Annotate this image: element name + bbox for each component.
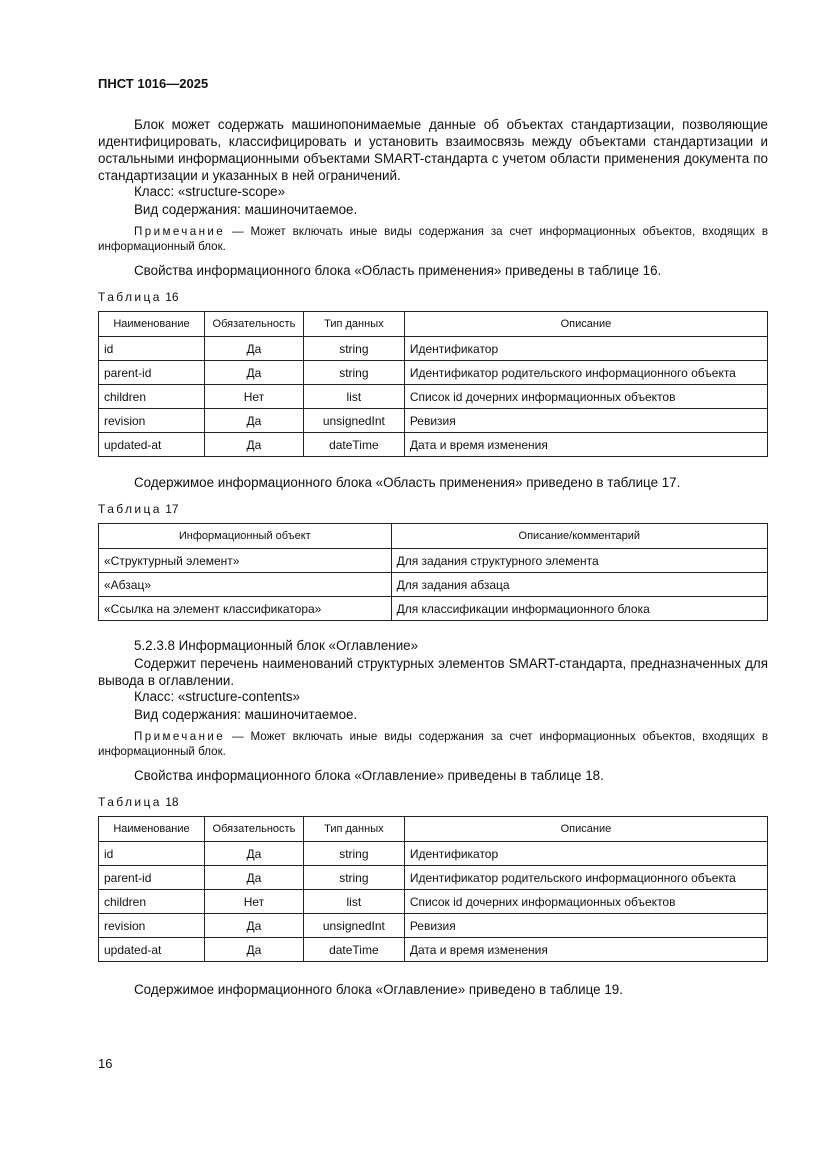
table-row: children Нет list Список id дочерних информационных объектов	[99, 890, 768, 914]
props-reference: Свойства информационного блока «Оглавление» приведены в таблице 18.	[134, 768, 604, 783]
kind-line: Вид содержания: машиночитаемое.	[134, 707, 358, 722]
content-reference-19: Содержимое информационного блока «Оглавление» приведено в таблице 19.	[134, 982, 623, 997]
table-row: children Нет list Список id дочерних информационных объектов	[99, 385, 768, 409]
section-paragraph: Содержит перечень наименований структурных элементов SMART-стандарта, предназначенных для вывода в оглавлении.	[98, 656, 768, 688]
table-row: parent-id Да string Идентификатор родительского информационного объекта	[99, 361, 768, 385]
col-header: Описание	[404, 312, 767, 337]
note-label: Примечание	[134, 730, 226, 743]
section-heading: 5.2.3.8 Информационный блок «Оглавление»	[134, 638, 419, 653]
props-reference: Свойства информационного блока «Область применения» приведены в таблице 16.	[134, 263, 662, 278]
col-header: Описание/комментарий	[391, 524, 767, 549]
table-row: parent-id Да string Идентификатор родительского информационного объекта	[99, 866, 768, 890]
document-header: ПНСТ 1016—2025	[98, 76, 209, 91]
col-header: Обязательность	[204, 817, 303, 842]
note-text: — Может включать иные виды содержания за счет информационных объектов, входящих в информационный блок.	[98, 225, 768, 253]
table-row: id Да string Идентификатор	[99, 842, 768, 866]
content-reference-17: Содержимое информационного блока «Область применения» приведено в таблице 17.	[134, 475, 681, 490]
kind-line: Вид содержания: машиночитаемое.	[134, 202, 358, 217]
table-17-caption: Таблица 17	[98, 502, 179, 516]
class-line: Класс: «structure-scope»	[134, 184, 286, 199]
table-16	[98, 311, 768, 457]
col-header: Тип данных	[303, 817, 404, 842]
col-header: Описание	[404, 817, 767, 842]
intro-paragraph: Блок может содержать машинопонимаемые данные об объектах стандартизации, позволяющие идентифицировать, классифицировать и установить взаимосвязь между объектами стандартизации и остальными информационными объектами SMART-стандарта с учетом области применения документа по стандартизации и указанных в ней ограничений.	[98, 117, 768, 183]
table-row: id Да string Идентификатор	[99, 337, 768, 361]
col-header: Тип данных	[303, 312, 404, 337]
table-row: «Структурный элемент» Для задания структурного элемента	[99, 549, 768, 573]
table-row: revision Да unsignedInt Ревизия	[99, 409, 768, 433]
note-label: Примечание	[134, 225, 226, 238]
table-row: updated-at Да dateTime Дата и время изменения	[99, 433, 768, 457]
note-2	[98, 729, 768, 759]
table-row: «Ссылка на элемент классификатора» Для классификации информационного блока	[99, 597, 768, 621]
table-17	[98, 523, 768, 621]
table-18	[98, 816, 768, 962]
note-1	[98, 224, 768, 254]
table-18-caption: Таблица 18	[98, 795, 179, 809]
table-16-caption: Таблица 16	[98, 290, 179, 304]
table-row: revision Да unsignedInt Ревизия	[99, 914, 768, 938]
table-row: updated-at Да dateTime Дата и время изменения	[99, 938, 768, 962]
col-header: Информационный объект	[99, 524, 392, 549]
note-text: — Может включать иные виды содержания за счет информационных объектов, входящих в информационный блок.	[98, 730, 768, 758]
col-header: Обязательность	[204, 312, 303, 337]
page-number: 16	[98, 1056, 113, 1071]
col-header: Наименование	[99, 817, 205, 842]
class-line: Класс: «structure-contents»	[134, 689, 300, 704]
col-header: Наименование	[99, 312, 205, 337]
table-row: «Абзац» Для задания абзаца	[99, 573, 768, 597]
